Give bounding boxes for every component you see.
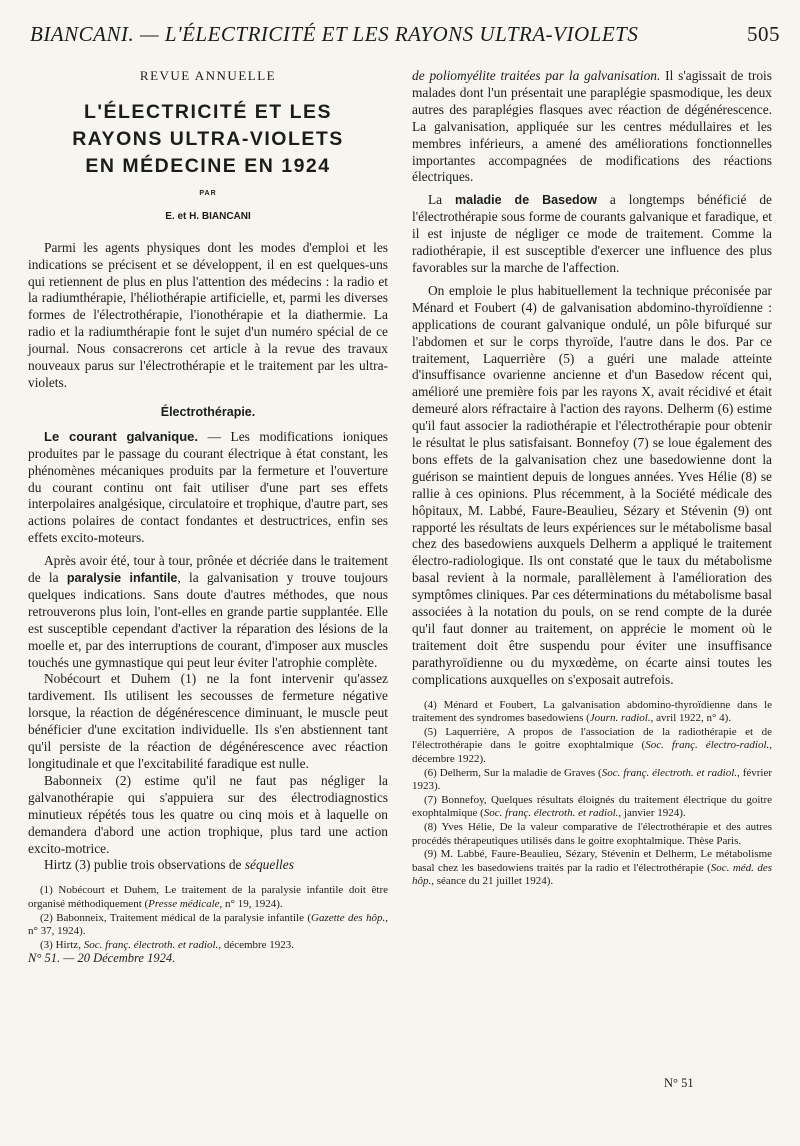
- keyword-paralysie: paralysie infantile: [66, 571, 178, 586]
- paragraph-technique: On emploie le plus habituellement la technique préconisée par Ménard et Foubert (4) de galvanisation abdomino-thyroïdienne : applications de courant galvanique ondulé, un pôle bifurqué sur l'abdomen et sur le corps thyroïde, l'autre dans le dos. Par ce traitement, Laquerrière (5) a guéri une malade atteinte d'insuffisance ovarienne ancienne et d'un Basedow récent qui, amélioré une première fois par les rayons X, avait récidivé et était demeuré alors réfractaire à l'action des rayons. Delherm (6) estime qu'il faut associer la radiothérapie et l'électrothérapie pour obtenir le résultat le plus satisfaisant. Bonnefoy (7) se loue également des bons effets de la galvanisation chez une basedowienne dont la guérison se maintient depuis de longues années. Yves Hélie (8) se rallie à ces opinions. Plus récemment, à la Société médicale des hôpitaux, M. Labbé, Faure-Beaulieu, Sézary et Stévenin (9) ont rapporté les résultats de leurs expériences sur le métabolisme basal chez des basedowiens auxquels Delherm a appliqué le traitement électro-radiologique. Ils ont constaté que le taux du métabolisme basal revient à la normale, parallèlement à l'amélioration des symptômes cliniques. Par ces déterminations du métabolisme basal associées à la notation du pouls, on se rend compte de la durée qu'il faut donner au traitement, on apprécie le moment où le traitement doit être suspendu pour éviter une insuffisance parathyroïdienne ou du myxœdème, on écarte ainsi toutes les complications auxquelles on s'exposait autrefois.: [412, 282, 772, 687]
- footnote-8: (8) Yves Hélie, De la valeur comparative de l'électrothérapie et des autres procédés thérapeutiques utilisés dans le goitre exophtalmique. Thèse Paris.: [412, 820, 773, 847]
- paragraph-nobecourt: Nobécourt et Duhem (1) ne la font intervenir qu'assez tardivement. Ils utilisent les secousses de fermeture négative lorsque, la réaction de dégénérescence diminuant, le muscle peut bénéficier d'une excitation individuelle. Ils s'en abstiennent tant qu'il persiste de la réaction de dégénérescence avec réaction longitudinale et que l'excitabilité faradique est nulle.: [28, 671, 388, 771]
- runin-heading: Le courant galvanique.: [44, 428, 199, 444]
- footnote-9: (9) M. Labbé, Faure-Beaulieu, Sézary, Stévenin et Delherm, Le métabolisme basal chez les basedowiens traités par la radio et l'électrothérapie (Soc. méd. des hôp., séance du 21 juillet 1924).: [412, 848, 773, 888]
- paragraph-courant-galvanique: Le courant galvanique. — Les modifications ioniques produites par le passage du courant électrique à état constant, les phénomènes mécaniques produits par la fermeture et l'ouverture du courant continu ont fait utiliser d'une part ses effets interpolaires analgésique, circulatoire et trophique, d'autre part, ses actions polaires de contact fondantes et destructrices, enfin ses effets excito-moteurs.: [28, 428, 388, 546]
- issue-line: N° 51. — 20 Décembre 1924.: [28, 951, 176, 966]
- footnote-2: (2) Babonneix, Traitement médical de la paralysie infantile (Gazette des hôp., n° 37, 1924).: [28, 911, 389, 938]
- title-line-3: EN MÉDECINE EN 1924: [85, 154, 331, 177]
- keyword-basedow: maladie de Basedow: [455, 193, 598, 208]
- right-column: [412, 68, 772, 889]
- page-number: 505: [747, 22, 780, 46]
- footnote-3: (3) Hirtz, Soc. franç. électroth. et radiol., décembre 1923.: [40, 938, 295, 951]
- running-head-title: BIANCANI. — L'ÉLECTRICITÉ ET LES RAYONS ULTRA-VIOLETS: [30, 22, 639, 46]
- footnotes-left: [28, 884, 388, 966]
- section-heading-electrotherapie: Électrothérapie.: [160, 404, 256, 419]
- title-line-2: RAYONS ULTRA-VIOLETS: [72, 127, 344, 150]
- footnote-1: (1) Nobécourt et Duhem, Le traitement de la paralysie infantile doit être organisé méthodiquement (Presse médicale, n° 19, 1924).: [28, 884, 389, 910]
- article-title: [28, 99, 388, 180]
- intro-paragraph: Parmi les agents physiques dont les modes d'emploi et les indications se précisent et se développent, il en est quelques-uns qui retiennent de plus en plus l'attention des médecins : la radio et la radiumthérapie, l'héliothérapie artificielle, et, parmi les diverses formes de l'électrothérapie, l'ionothérapie et la diathermie. La radio et la radiumthérapie font le sujet d'un numéro spécial de ce journal. Nous consacrerons cet article à la revue des travaux nouveaux parus sur l'électrothérapie et le traitement par les ultra-violets.: [28, 239, 388, 390]
- paragraph-poliomyelite: de poliomyélite traitées par la galvanisation. Il s'agissait de trois malades dont l'un présentait une paraplégie spasmodique, les deux autres des paraplégies flasques avec réaction de dégénérescence. La galvanisation, appliquée sur les centres médullaires et les membres inférieurs, a amené des améliorations fonctionnelles importantes accompagnées de modifications des réactions électriques.: [412, 68, 772, 185]
- authors: E. et H. BIANCANI: [165, 210, 251, 222]
- running-head: [30, 22, 780, 47]
- section-label: REVUE ANNUELLE: [139, 68, 277, 83]
- title-line-1: L'ÉLECTRICITÉ ET LES: [83, 100, 333, 123]
- issue-number-right: N° 51: [664, 1076, 694, 1090]
- by-label: PAR: [199, 189, 217, 197]
- paragraph-hirtz: Hirtz (3) publie trois observations de séquelles: [44, 857, 294, 873]
- footnote-6: (6) Delherm, Sur la maladie de Graves (Soc. franç. électroth. et radiol., février 1923).: [412, 766, 773, 793]
- footnote-7: (7) Bonnefoy, Quelques résultats éloignés du traitement électrique du goitre exophtalmique (Soc. franç. électroth. et radiol., janvier 1924).: [412, 793, 772, 820]
- footnote-5: (5) Laquerrière, A propos de l'association de la radiothérapie et de l'électrothérapie dans le goitre exophtalmique (Soc. franç. électro-radiol., décembre 1922).: [412, 725, 772, 765]
- left-column: [28, 68, 388, 966]
- paragraph-babonneix: Babonneix (2) estime qu'il ne faut pas négliger la galvanothérapie qui s'appuiera sur des électrodiagnostics minutieux répétés tous les quatre ou cinq mois et à laquelle on demandera d'abord une action trophique, plus tard une action excito-motrice.: [28, 772, 388, 856]
- paragraph-basedow: La maladie de Basedow a longtemps bénéficié de l'électrothérapie sous forme de courants galvanique et faradique, et il est injuste de négliger ce mode de traitement. Comme la radiothérapie, il est susceptible d'exercer une influence des plus favorables sur la marche de l'affection.: [412, 192, 772, 275]
- footnote-4: (4) Ménard et Foubert, La galvanisation abdomino-thyroïdienne dans le traitement des syndromes basedowiens (Journ. radiol., avril 1922, n° 4).: [412, 698, 773, 725]
- footnotes-right: [412, 699, 772, 889]
- paragraph-paralysie: Après avoir été, tour à tour, prônée et décriée dans le traitement de la paralysie infantile, la galvanisation y trouve toujours quelques indications. Sans doute d'autres méthodes, que nous retrouverons plus loin, l'ont-elles en grande partie supplantée. Elle est susceptible cependant d'activer la réparation des lésions de la moelle et, par des interruptions de courant, d'imposer aux muscles touchés une gymnastique qui peut leur éviter l'atrophie complète.: [28, 553, 388, 670]
